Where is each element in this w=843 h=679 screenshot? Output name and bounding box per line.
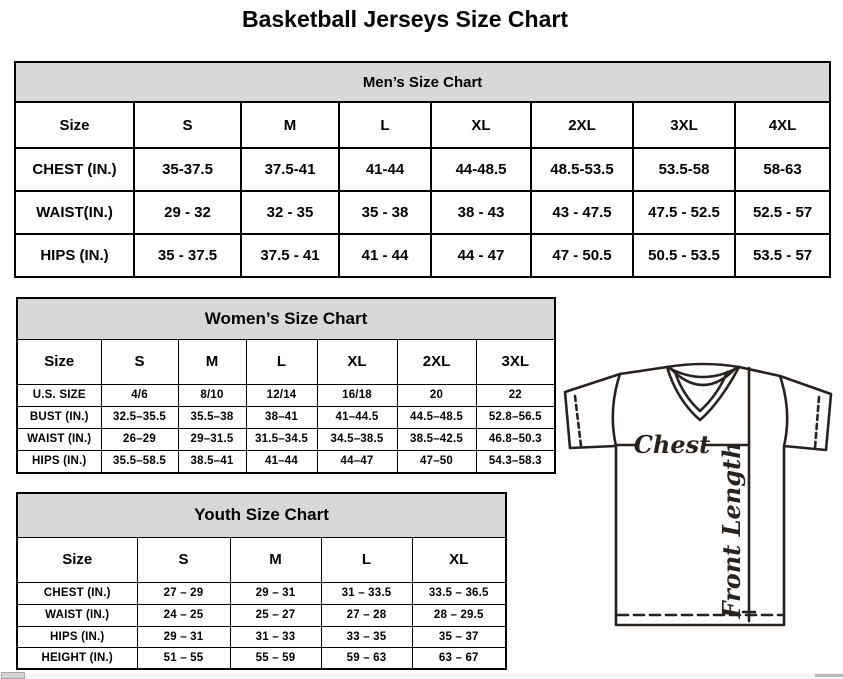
mens-value-cell: 35 - 37.5 xyxy=(134,234,241,277)
womens-value-cell: 35.5–58.5 xyxy=(101,450,178,473)
womens-value-cell: 38.5–41 xyxy=(178,450,246,473)
mens-column-header: 3XL xyxy=(633,102,735,148)
mens-column-header: L xyxy=(339,102,431,148)
youth-column-header: L xyxy=(321,537,412,582)
scrollbar-track[interactable] xyxy=(0,673,843,679)
womens-size-table xyxy=(16,297,556,474)
womens-value-cell: 31.5–34.5 xyxy=(246,428,317,450)
mens-value-cell: 47.5 - 52.5 xyxy=(633,191,735,234)
womens-row-label: BUST (IN.) xyxy=(17,406,101,428)
chest-measure-label: Chest xyxy=(633,430,711,459)
womens-value-cell: 44.5–48.5 xyxy=(397,406,476,428)
mens-value-cell: 53.5 - 57 xyxy=(735,234,830,277)
mens-row-label: WAIST(IN.) xyxy=(15,191,134,234)
womens-column-header: L xyxy=(246,339,317,384)
youth-row-label: HIPS (IN.) xyxy=(17,626,137,647)
youth-column-header: S xyxy=(137,537,230,582)
jersey-measurement-diagram xyxy=(558,360,840,632)
mens-column-header: Size xyxy=(15,102,134,148)
youth-value-cell: 33.5 – 36.5 xyxy=(412,582,506,604)
womens-value-cell: 29–31.5 xyxy=(178,428,246,450)
womens-table-row xyxy=(17,450,555,473)
mens-table-row xyxy=(15,148,830,191)
youth-value-cell: 29 – 31 xyxy=(230,582,321,604)
youth-row-label: CHEST (IN.) xyxy=(17,582,137,604)
scrollbar-thumb[interactable] xyxy=(815,674,843,677)
womens-table-title: Women’s Size Chart xyxy=(17,298,555,339)
womens-value-cell: 26–29 xyxy=(101,428,178,450)
womens-column-header: 3XL xyxy=(476,339,555,384)
womens-value-cell: 47–50 xyxy=(397,450,476,473)
womens-value-cell: 41–44 xyxy=(246,450,317,473)
womens-value-cell: 52.8–56.5 xyxy=(476,406,555,428)
mens-value-cell: 43 - 47.5 xyxy=(531,191,633,234)
womens-value-cell: 22 xyxy=(476,384,555,406)
youth-value-cell: 59 – 63 xyxy=(321,647,412,669)
womens-row-label: U.S. SIZE xyxy=(17,384,101,406)
page-title: Basketball Jerseys Size Chart xyxy=(241,6,568,32)
youth-value-cell: 63 – 67 xyxy=(412,647,506,669)
youth-value-cell: 27 – 28 xyxy=(321,604,412,626)
youth-value-cell: 35 – 37 xyxy=(412,626,506,647)
youth-table-row xyxy=(17,582,506,604)
youth-value-cell: 33 – 35 xyxy=(321,626,412,647)
front-length-measure-label: Front Length xyxy=(717,441,746,619)
mens-row-label: CHEST (IN.) xyxy=(15,148,134,191)
mens-value-cell: 44 - 47 xyxy=(431,234,531,277)
youth-size-table xyxy=(16,492,507,670)
womens-value-cell: 4/6 xyxy=(101,384,178,406)
youth-value-cell: 55 – 59 xyxy=(230,647,321,669)
womens-value-cell: 12/14 xyxy=(246,384,317,406)
womens-value-cell: 44–47 xyxy=(317,450,397,473)
mens-value-cell: 41 - 44 xyxy=(339,234,431,277)
mens-size-table xyxy=(14,61,831,278)
womens-value-cell: 38.5–42.5 xyxy=(397,428,476,450)
womens-value-cell: 41–44.5 xyxy=(317,406,397,428)
mens-value-cell: 37.5-41 xyxy=(241,148,339,191)
mens-column-header: 2XL xyxy=(531,102,633,148)
youth-row-label: WAIST (IN.) xyxy=(17,604,137,626)
womens-table-row xyxy=(17,428,555,450)
mens-value-cell: 38 - 43 xyxy=(431,191,531,234)
mens-table-row xyxy=(15,191,830,234)
womens-value-cell: 35.5–38 xyxy=(178,406,246,428)
mens-value-cell: 47 - 50.5 xyxy=(531,234,633,277)
youth-value-cell: 28 – 29.5 xyxy=(412,604,506,626)
scrollbar-left-button[interactable] xyxy=(1,672,25,679)
youth-table-title: Youth Size Chart xyxy=(17,493,506,537)
mens-value-cell: 37.5 - 41 xyxy=(241,234,339,277)
youth-row-label: HEIGHT (IN.) xyxy=(17,647,137,669)
womens-column-header: XL xyxy=(317,339,397,384)
mens-value-cell: 58-63 xyxy=(735,148,830,191)
womens-table-row xyxy=(17,384,555,406)
mens-column-header: M xyxy=(241,102,339,148)
mens-value-cell: 53.5-58 xyxy=(633,148,735,191)
mens-table-row xyxy=(15,234,830,277)
womens-column-header: Size xyxy=(17,339,101,384)
womens-value-cell: 46.8–50.3 xyxy=(476,428,555,450)
youth-table-row xyxy=(17,647,506,669)
youth-column-header: XL xyxy=(412,537,506,582)
mens-value-cell: 41-44 xyxy=(339,148,431,191)
mens-value-cell: 44-48.5 xyxy=(431,148,531,191)
mens-value-cell: 52.5 - 57 xyxy=(735,191,830,234)
youth-value-cell: 51 – 55 xyxy=(137,647,230,669)
mens-value-cell: 29 - 32 xyxy=(134,191,241,234)
mens-value-cell: 32 - 35 xyxy=(241,191,339,234)
youth-value-cell: 29 – 31 xyxy=(137,626,230,647)
youth-value-cell: 31 – 33 xyxy=(230,626,321,647)
womens-column-header: S xyxy=(101,339,178,384)
mens-value-cell: 48.5-53.5 xyxy=(531,148,633,191)
womens-value-cell: 32.5–35.5 xyxy=(101,406,178,428)
womens-row-label: HIPS (IN.) xyxy=(17,450,101,473)
mens-value-cell: 35 - 38 xyxy=(339,191,431,234)
womens-column-header: 2XL xyxy=(397,339,476,384)
mens-value-cell: 50.5 - 53.5 xyxy=(633,234,735,277)
youth-column-header: M xyxy=(230,537,321,582)
womens-column-header: M xyxy=(178,339,246,384)
youth-column-header: Size xyxy=(17,537,137,582)
womens-value-cell: 54.3–58.3 xyxy=(476,450,555,473)
youth-value-cell: 31 – 33.5 xyxy=(321,582,412,604)
jersey-icon xyxy=(558,360,840,632)
mens-table-title: Men’s Size Chart xyxy=(15,62,830,102)
mens-column-header: 4XL xyxy=(735,102,830,148)
mens-column-header: S xyxy=(134,102,241,148)
womens-value-cell: 34.5–38.5 xyxy=(317,428,397,450)
womens-value-cell: 38–41 xyxy=(246,406,317,428)
youth-value-cell: 24 – 25 xyxy=(137,604,230,626)
youth-value-cell: 25 – 27 xyxy=(230,604,321,626)
womens-value-cell: 20 xyxy=(397,384,476,406)
womens-row-label: WAIST (IN.) xyxy=(17,428,101,450)
womens-value-cell: 8/10 xyxy=(178,384,246,406)
mens-row-label: HIPS (IN.) xyxy=(15,234,134,277)
mens-column-header: XL xyxy=(431,102,531,148)
youth-table-row xyxy=(17,626,506,647)
womens-table-row xyxy=(17,406,555,428)
youth-value-cell: 27 – 29 xyxy=(137,582,230,604)
youth-table-row xyxy=(17,604,506,626)
womens-value-cell: 16/18 xyxy=(317,384,397,406)
mens-value-cell: 35-37.5 xyxy=(134,148,241,191)
